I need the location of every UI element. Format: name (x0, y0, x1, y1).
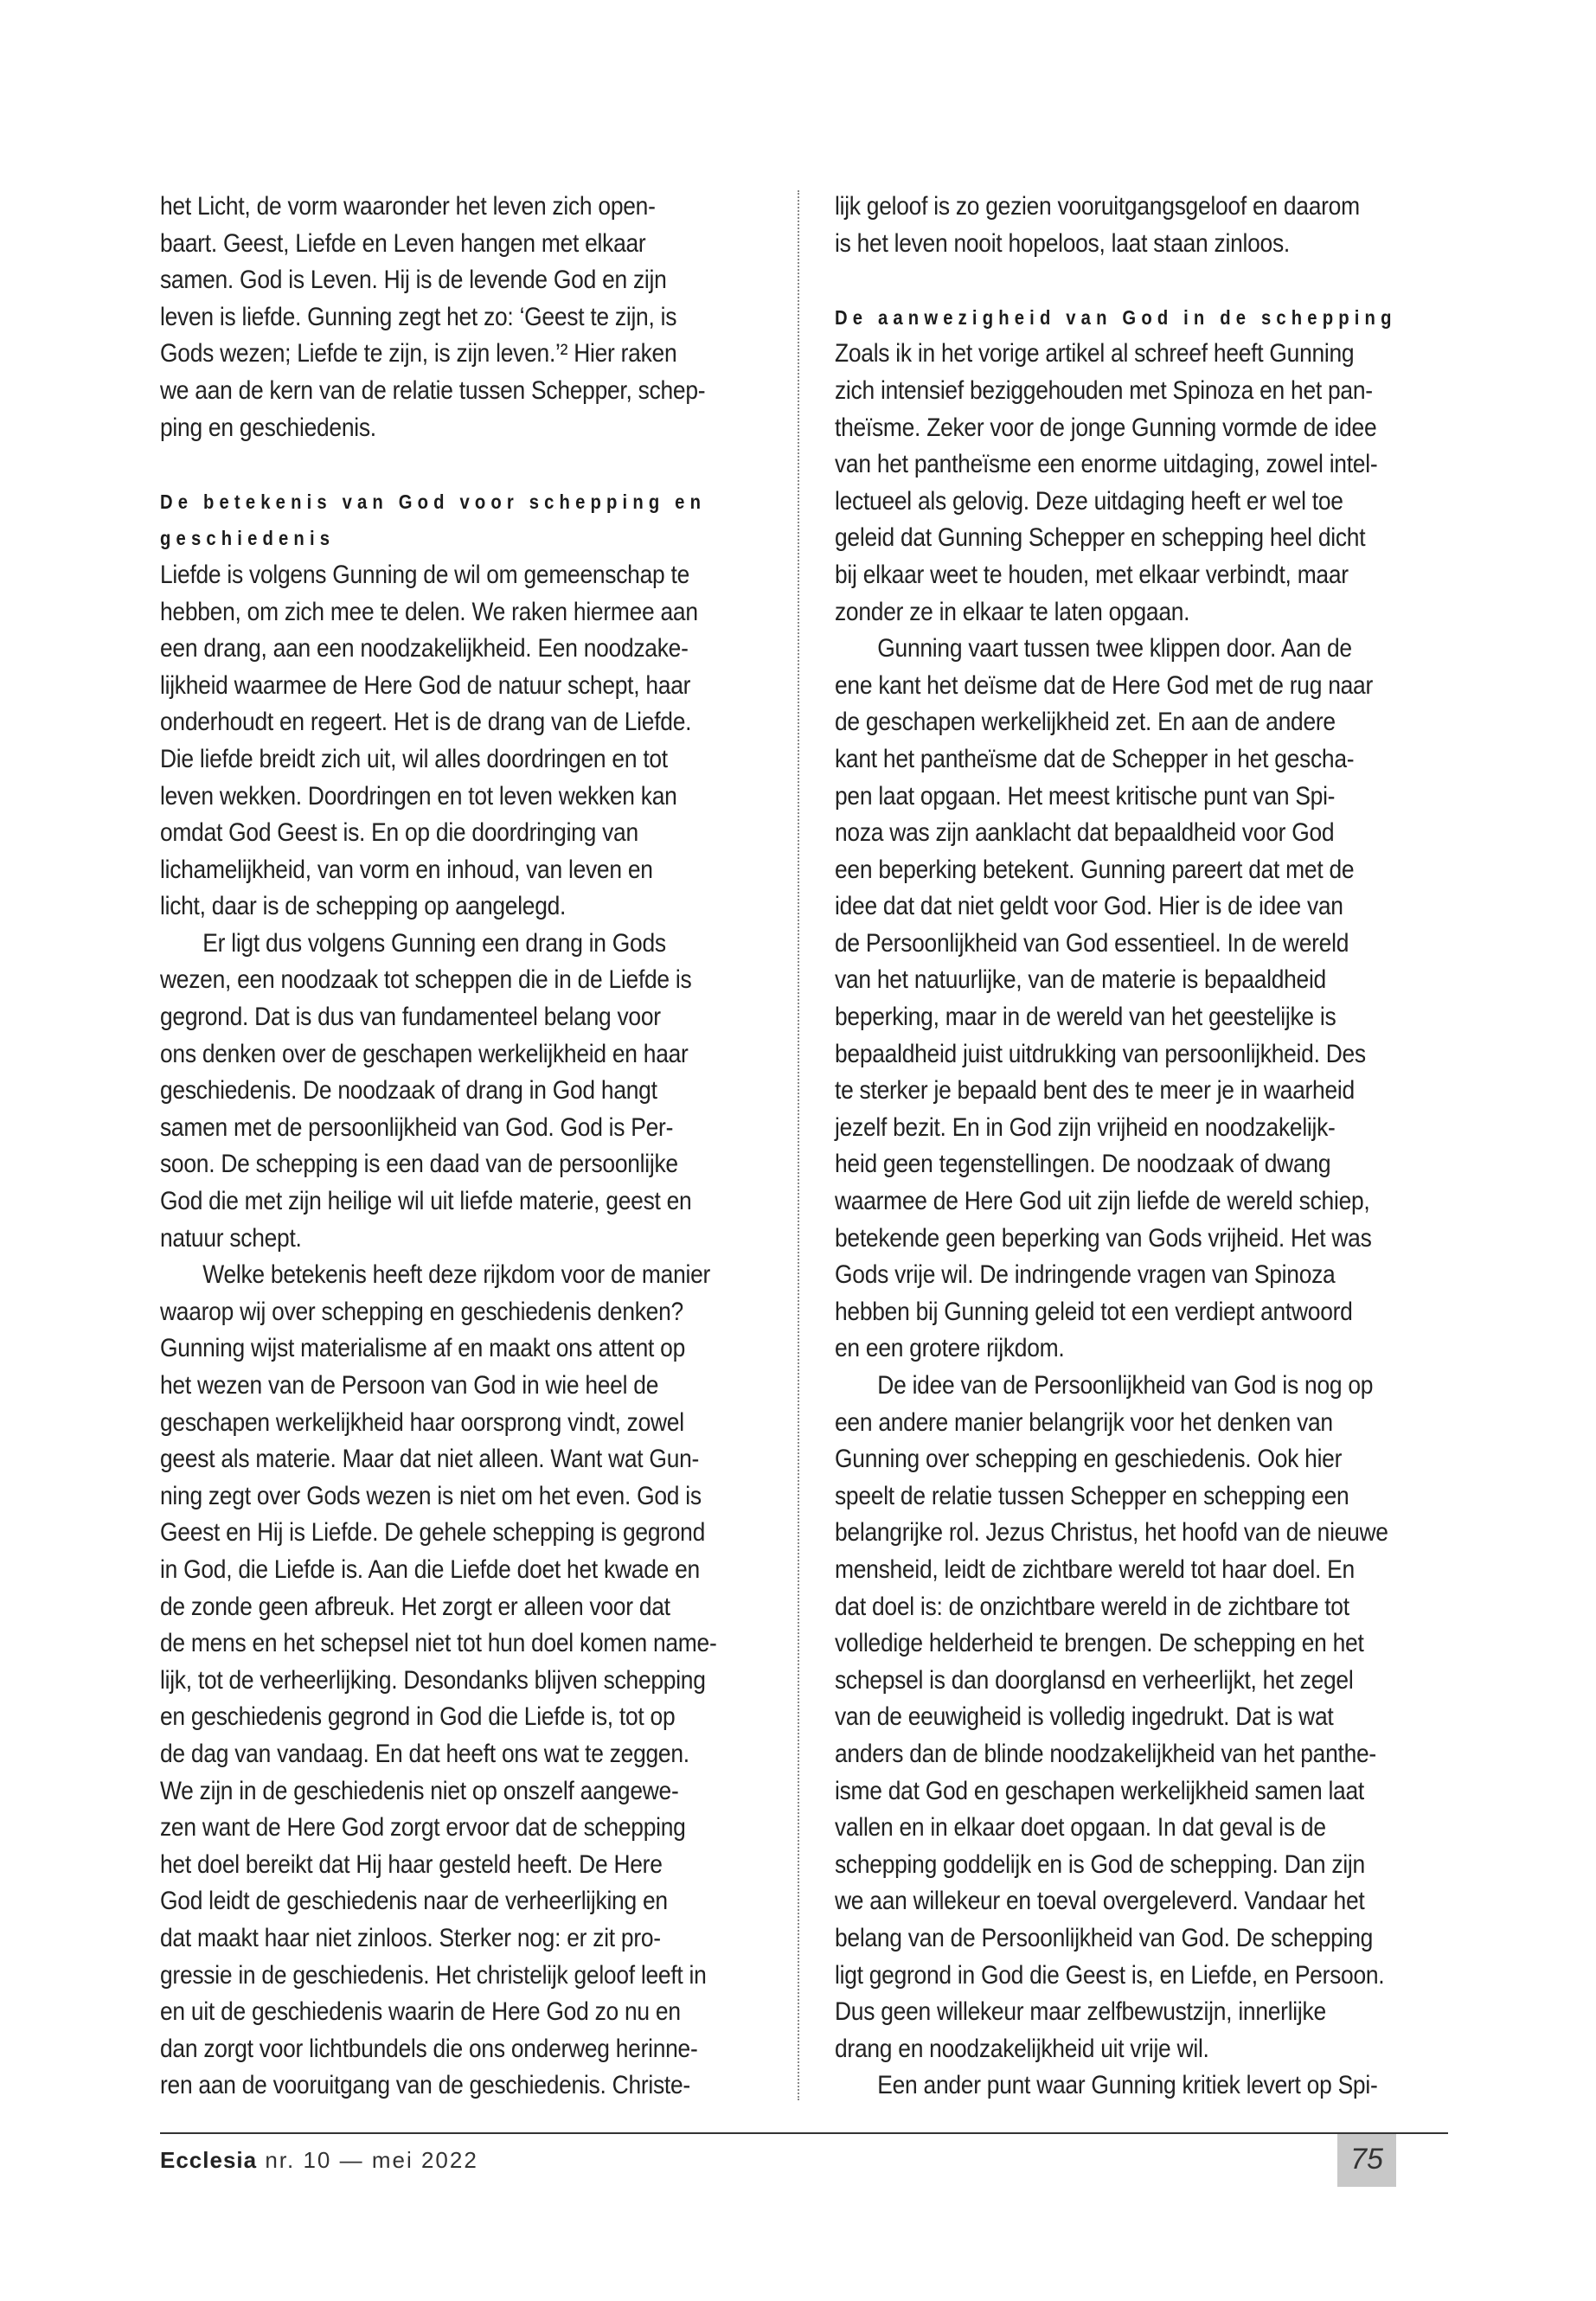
text-line: Gunning vaart tussen twee klippen door. Aan de (877, 634, 1352, 663)
text-line: noza was zijn aanklacht dat bepaaldheid voor God (835, 818, 1335, 848)
heading-line: geschiedenis (160, 527, 336, 550)
text-line: schepping goddelijk en is God de schepping. Dan zijn (835, 1849, 1365, 1879)
paragraph (160, 189, 769, 446)
text-line: natuur schept. (160, 1223, 302, 1253)
magazine-name: Ecclesia (160, 2147, 258, 2173)
footer-publication (160, 2147, 478, 2174)
text-line: is het leven nooit hopeloos, laat staan zinloos. (835, 228, 1290, 258)
text-line: lijk, tot de verheerlijking. Desondanks blijven schepping (160, 1665, 706, 1695)
text-line: lijkheid waarmee de Here God de natuur schept, haar (160, 670, 691, 700)
text-line: waarmee de Here God uit zijn liefde de wereld schiep, (835, 1187, 1370, 1216)
text-line: Zoals ik in het vorige artikel al schreef heeft Gunning (835, 339, 1355, 369)
text-line: een drang, aan een noodzakelijkheid. Een noodzake- (160, 634, 689, 663)
text-line: de geschapen werkelijkheid zet. En aan de andere (835, 708, 1336, 737)
text-line: volledige helderheid te brengen. De schepping en het (835, 1629, 1364, 1658)
text-line: zich intensief beziggehouden met Spinoza en het pan- (835, 375, 1373, 405)
paragraph (160, 1257, 769, 2105)
text-line: het Licht, de vorm waaronder het leven zich open- (160, 192, 656, 221)
text-line: lichamelijkheid, van vorm en inhoud, van leven en (160, 855, 653, 884)
paragraph (835, 631, 1444, 1368)
paragraph (835, 1368, 1444, 2067)
text-line: de mens en het schepsel niet tot hun doel komen name- (160, 1629, 717, 1658)
text-line: bij elkaar weet te houden, met elkaar verbindt, maar (835, 560, 1349, 589)
text-line: licht, daar is de schepping op aangelegd. (160, 892, 567, 921)
text-line: beperking, maar in de wereld van het geestelijke is (835, 1003, 1336, 1032)
section-heading (835, 299, 1444, 336)
text-line: van de eeuwigheid is volledig ingedrukt. Dat is wat (835, 1702, 1334, 1732)
text-line: theïsme. Zeker voor de jonge Gunning vormde de idee (835, 413, 1377, 442)
paragraph (835, 336, 1444, 631)
text-line: Gunning wijst materialisme af en maakt ons attent op (160, 1334, 685, 1363)
text-line: geschapen werkelijkheid haar oorsprong vindt, zowel (160, 1407, 684, 1437)
text-line: leven wekken. Doordringen en tot leven wekken kan (160, 781, 677, 811)
text-line: en geschiedenis gegrond in God die Liefde is, tot op (160, 1702, 676, 1732)
text-line: Geest en Hij is Liefde. De gehele schepping is gegrond (160, 1518, 706, 1548)
article-column-left (160, 189, 769, 2105)
paragraph-spacer (835, 262, 1444, 299)
text-line: omdat God Geest is. En op die doordringing van (160, 818, 638, 848)
text-line: en een grotere rijkdom. (835, 1334, 1065, 1363)
text-line: zen want de Here God zorgt ervoor dat de schepping (160, 1813, 686, 1843)
text-line: heid geen tegenstellingen. De noodzaak of dwang (835, 1150, 1331, 1179)
text-line: lijk geloof is zo gezien vooruitgangsgeloof en daarom (835, 192, 1360, 221)
text-line: God leidt de geschiedenis naar de verheerlijking en (160, 1887, 668, 1916)
paragraph-spacer (160, 446, 769, 484)
text-line: jezelf bezit. En in God zijn vrijheid en noodzakelijk- (835, 1112, 1336, 1142)
text-line: mensheid, leidt de zichtbare wereld tot haar doel. En (835, 1554, 1355, 1584)
text-line: betekende geen beperking van Gods vrijheid. Het was (835, 1223, 1372, 1253)
issue-info: nr. 10 — mei 2022 (265, 2147, 478, 2173)
text-line: wezen, een noodzaak tot scheppen die in de Liefde is (160, 965, 692, 995)
text-line: hebben, om zich mee te delen. We raken hiermee aan (160, 597, 698, 626)
text-line: belangrijke rol. Jezus Christus, het hoofd van de nieuwe (835, 1518, 1388, 1548)
text-line: lectueel als gelovig. Deze uitdaging heeft er wel toe (835, 486, 1343, 516)
text-line: De idee van de Persoonlijkheid van God is nog op (877, 1371, 1374, 1400)
text-line: en uit de geschiedenis waarin de Here God zo nu en (160, 1997, 681, 2027)
text-line: Liefde is volgens Gunning de wil om gemeenschap te (160, 560, 689, 589)
text-line: ene kant het deïsme dat de Here God met de rug naar (835, 670, 1373, 700)
text-line: dat maakt haar niet zinloos. Sterker nog: er zit pro- (160, 1923, 661, 1952)
text-line: onderhoudt en regeert. Het is de drang van de Liefde. (160, 708, 692, 737)
article-column-right (835, 189, 1444, 2105)
text-line: de dag van vandaag. En dat heeft ons wat te zeggen. (160, 1739, 689, 1768)
text-line: belang van de Persoonlijkheid van God. De schepping (835, 1923, 1374, 1952)
text-line: ping en geschiedenis. (160, 413, 376, 442)
text-line: gressie in de geschiedenis. Het christelijk geloof leeft in (160, 1960, 707, 1990)
page-number-box (1337, 2134, 1396, 2187)
text-line: speelt de relatie tussen Schepper en schepping een (835, 1481, 1349, 1510)
text-line: Gods wezen; Liefde te zijn, is zijn leven.’² Hier raken (160, 339, 677, 369)
text-line: We zijn in de geschiedenis niet op onszelf aangewe- (160, 1776, 679, 1805)
text-line: het wezen van de Persoon van God in wie heel de (160, 1371, 659, 1400)
text-line: anders dan de blinde noodzakelijkheid van het panthe- (835, 1739, 1376, 1768)
text-line: een beperking betekent. Gunning pareert dat met de (835, 855, 1355, 884)
text-line: God die met zijn heilige wil uit liefde materie, geest en (160, 1187, 692, 1216)
text-line: isme dat God en geschapen werkelijkheid samen laat (835, 1776, 1364, 1805)
paragraph (160, 557, 769, 926)
text-line: Dus geen willekeur maar zelfbewustzijn, innerlijke (835, 1997, 1326, 2027)
text-line: Die liefde breidt zich uit, wil alles doordringen en tot (160, 744, 668, 773)
text-line: waarop wij over schepping en geschiedenis denken? (160, 1297, 683, 1326)
text-line: bepaaldheid juist uitdrukking van persoonlijkheid. Des (835, 1039, 1366, 1068)
footer-rule (160, 2132, 1448, 2134)
text-line: dan zorgt voor lichtbundels die ons onderweg herinne- (160, 2034, 698, 2063)
text-line: geest als materie. Maar dat niet alleen. Want wat Gun- (160, 1445, 700, 1474)
text-line: idee dat dat niet geldt voor God. Hier is de idee van (835, 892, 1343, 921)
text-line: de zonde geen afbreuk. Het zorgt er alleen voor dat (160, 1592, 670, 1621)
text-line: de Persoonlijkheid van God essentieel. In de wereld (835, 928, 1349, 958)
paragraph (835, 189, 1444, 262)
text-line: schepsel is dan doorglansd en verheerlijkt, het zegel (835, 1665, 1354, 1695)
text-line: soon. De schepping is een daad van de persoonlijke (160, 1150, 678, 1179)
heading-line: De aanwezigheid van God in de schepping (835, 305, 1397, 329)
text-line: in God, die Liefde is. Aan die Liefde doet het kwade en (160, 1554, 700, 1584)
text-line: samen met de persoonlijkheid van God. God is Per- (160, 1112, 674, 1142)
section-heading (160, 484, 769, 557)
text-line: van het natuurlijke, van de materie is bepaaldheid (835, 965, 1326, 995)
heading-line: De betekenis van God voor schepping en (160, 490, 707, 513)
text-line: geschiedenis. De noodzaak of drang in God hangt (160, 1076, 657, 1106)
text-line: geleid dat Gunning Schepper en schepping heel dicht (835, 523, 1366, 553)
text-line: te sterker je bepaald bent des te meer je in waarheid (835, 1076, 1355, 1106)
paragraph (835, 2067, 1444, 2105)
text-line: zonder ze in elkaar te laten opgaan. (835, 597, 1190, 626)
text-line: gegrond. Dat is dus van fundamenteel belang voor (160, 1003, 661, 1032)
text-line: een andere manier belangrijk voor het denken van (835, 1407, 1333, 1437)
text-line: Een ander punt waar Gunning kritiek levert op Spi- (877, 2071, 1378, 2100)
text-line: we aan willekeur en toeval overgeleverd. Vandaar het (835, 1887, 1365, 1916)
text-line: ning zegt over Gods wezen is niet om het even. God is (160, 1481, 702, 1510)
text-line: baart. Geest, Liefde en Leven hangen met elkaar (160, 228, 646, 258)
text-line: hebben bij Gunning geleid tot een verdiept antwoord (835, 1297, 1353, 1326)
text-line: Welke betekenis heeft deze rijkdom voor de manier (202, 1260, 711, 1290)
text-line: Er ligt dus volgens Gunning een drang in Gods (202, 928, 666, 958)
text-line: het doel bereikt dat Hij haar gesteld heeft. De Here (160, 1849, 663, 1879)
text-line: leven is liefde. Gunning zegt het zo: ‘Geest te zijn, is (160, 302, 677, 331)
text-line: ligt gegrond in God die Geest is, en Liefde, en Persoon. (835, 1960, 1385, 1990)
column-divider (798, 190, 799, 2100)
text-line: Gunning over schepping en geschiedenis. Ook hier (835, 1445, 1343, 1474)
text-line: drang en noodzakelijkheid uit vrije wil. (835, 2034, 1209, 2063)
text-line: Gods vrije wil. De indringende vragen van Spinoza (835, 1260, 1336, 1290)
text-line: vallen en in elkaar doet opgaan. In dat geval is de (835, 1813, 1326, 1843)
text-line: ren aan de vooruitgang van de geschiedenis. Christe- (160, 2071, 690, 2100)
text-line: we aan de kern van de relatie tussen Schepper, schep- (160, 375, 706, 405)
paragraph (160, 926, 769, 1257)
page-number: 75 (1350, 2143, 1383, 2176)
text-line: ons denken over de geschapen werkelijkheid en haar (160, 1039, 689, 1068)
text-line: pen laat opgaan. Het meest kritische punt van Spi- (835, 781, 1336, 811)
text-line: van het pantheïsme een enorme uitdaging, zowel intel- (835, 450, 1378, 479)
text-line: kant het pantheïsme dat de Schepper in het gescha- (835, 744, 1355, 773)
text-line: samen. God is Leven. Hij is de levende God en zijn (160, 266, 667, 295)
text-line: dat doel is: de onzichtbare wereld in de zichtbare tot (835, 1592, 1349, 1621)
